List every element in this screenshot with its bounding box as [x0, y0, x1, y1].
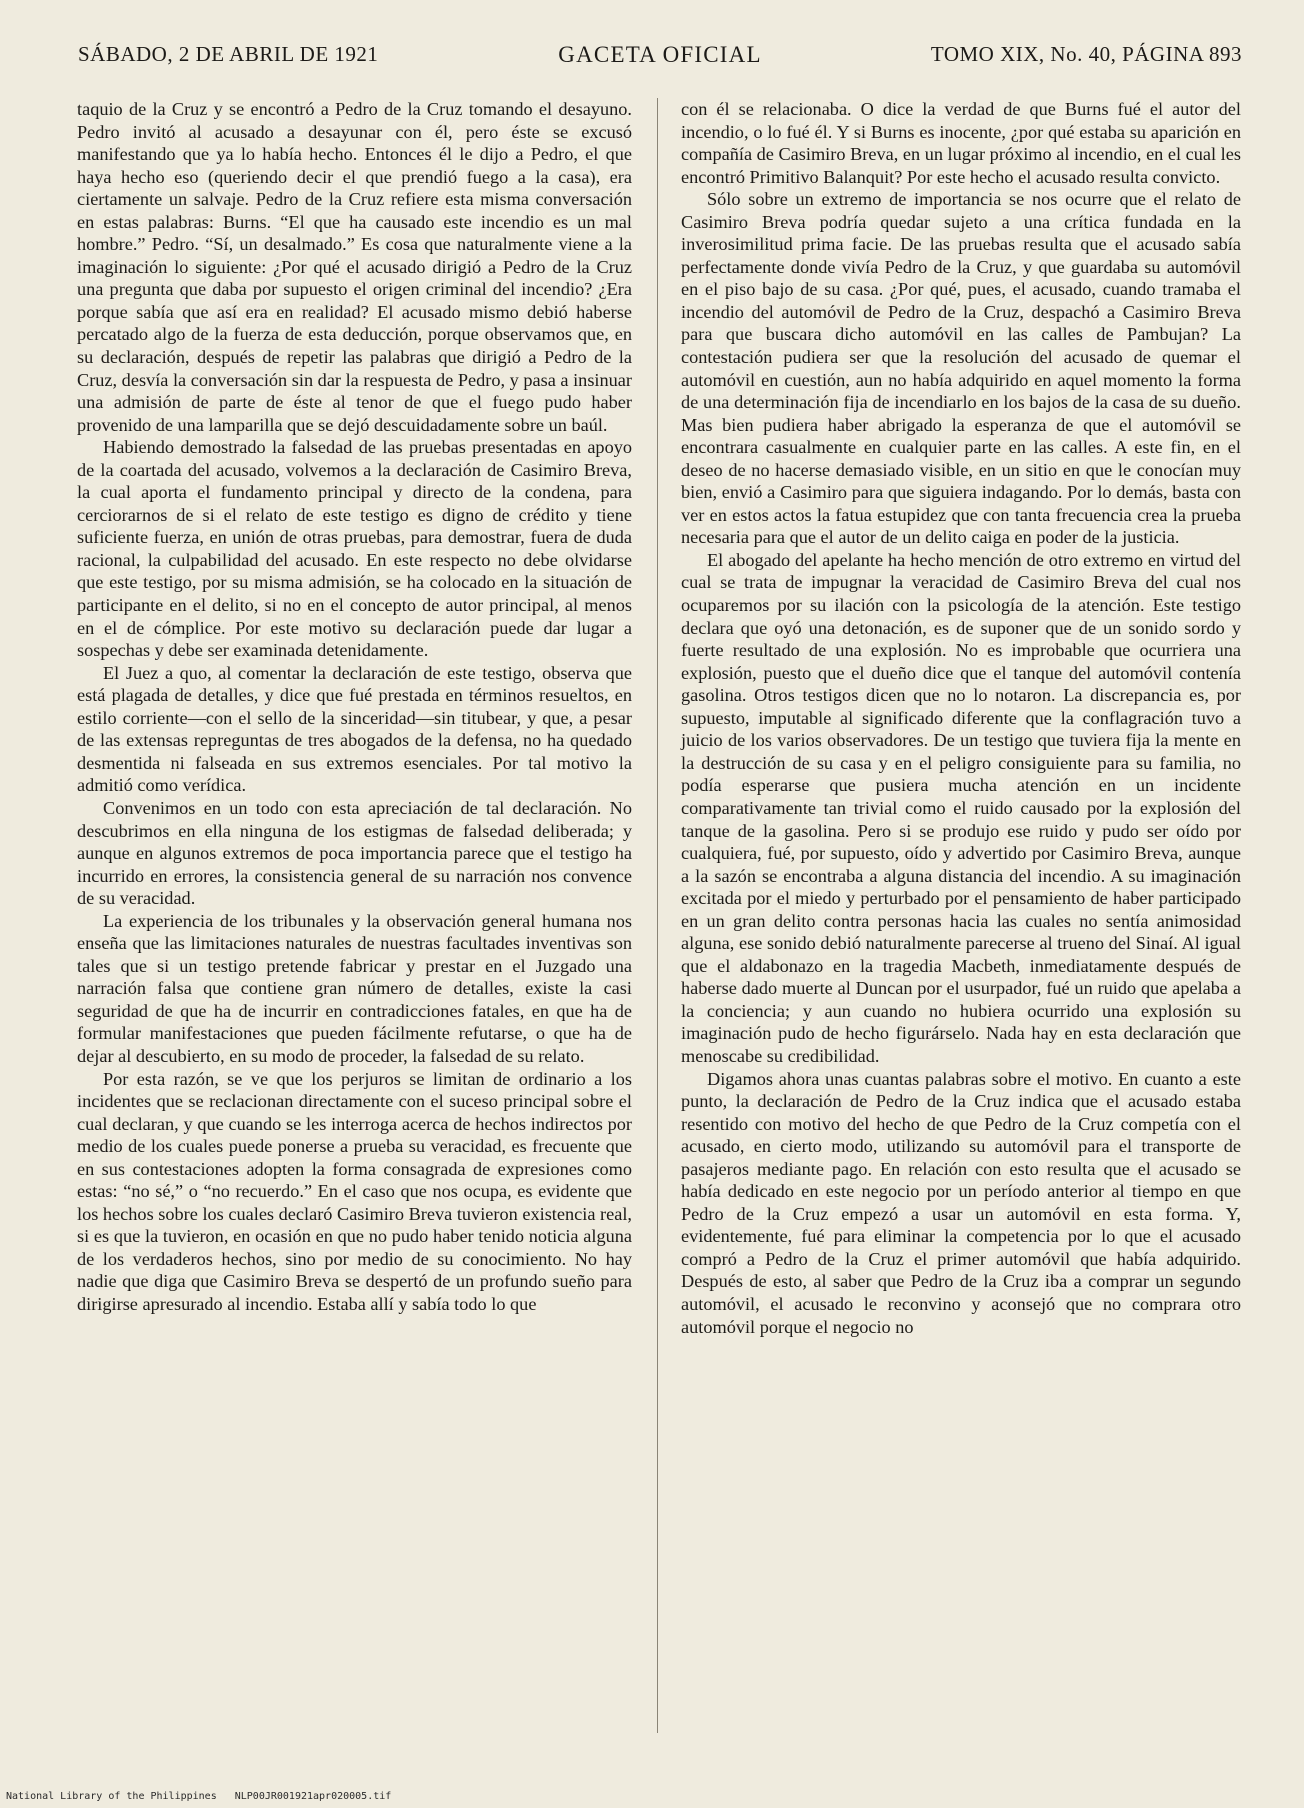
paragraph: con él se relacionaba. O dice la verdad de que Burns fué el autor del incendio, o lo fué él. Y si Burns es inocente, ¿por qué estaba su aparición en compañía de Casimiro Breva, en un lugar próximo al incendio, en el cual les encontró Primitivo Balanquit? Por este hecho el acusado resulta convicto. [681, 99, 1241, 187]
header-date: SÁBADO, 2 DE ABRIL DE 1921 [78, 42, 379, 66]
paragraph: Habiendo demostrado la falsedad de las pruebas presentadas en apoyo de la coartada del acusado, volvemos a la declaración de Casimiro Breva, la cual aporta el fundamento principal y directo de la condena, para cerciorarnos de si el relato de este testigo es digno de crédito y tiene suficiente fuerza, en unión de otras pruebas, para demostrar, fuera de duda racional, la culpabilidad del acusado. En este respecto no debe olvidarse que este testigo, por su misma admisión, se ha colocado en la situación de participante en el delito, si no en el concepto de autor principal, al menos en el de cómplice. Por este motivo su declaración puede dar lugar a sospechas y debe ser examinada detenidamente. [77, 437, 632, 661]
paragraph: Por esta razón, se ve que los perjuros se limitan de ordinario a los incidentes que se reclacionan directamente con el suceso principal sobre el cual declaran, y que cuando se les interroga acerca de hechos indirectos por medio de los cuales puede ponerse a prueba su veracidad, es frecuente que en sus contestaciones adopten la forma consagrada de expresiones como estas: “no sé,” o “no recuerdo.” En el caso que nos ocupa, es evidente que los hechos sobre los cuales declaró Casimiro Breva tuvieron existencia real, si es que la tuvieron, en ocasión en que no pudo haber tenido noticia alguna de los verdaderos hechos, sino por medio de su conocimiento. No hay nadie que diga que Casimiro Breva se despertó de un profundo sueño para dirigirse apresurado al incendio. Estaba allí y sabía todo lo que [77, 1068, 632, 1314]
paragraph: El Juez a quo, al comentar la declaración de este testigo, observa que está plagada de detalles, y dice que fué prestada en términos resueltos, en estilo corriente—con el sello de la sinceridad—sin titubear, y que, a pesar de las extensas repreguntas de tres abogados de la defensa, no ha quedado desmentida ni falseada en sus extremos esenciales. Por tal motivo la admitió como verídica. [77, 662, 632, 796]
paragraph: Digamos ahora unas cuantas palabras sobre el motivo. En cuanto a este punto, la declaración de Pedro de la Cruz indica que el acusado estaba resentido con motivo del hecho de que Pedro de la Cruz competía con el acusado, en cierto modo, utilizando su automóvil para el transporte de pasajeros mediante pago. En relación con esto resulta que el acusado se había dedicado en este negocio por un período anterior al tiempo en que Pedro de la Cruz empezó a usar un automóvil en esta forma. Y, evidentemente, fué para eliminar la competencia por lo que el acusado compró a Pedro de la Cruz el primer automóvil que había adquirido. Después de esto, al saber que Pedro de la Cruz iba a comprar un segundo automóvil, el acusado le reconvino y aconsejó que no comprara otro automóvil porque el negocio no [681, 1068, 1241, 1337]
column-divider [657, 98, 658, 1733]
page-header [78, 42, 1242, 78]
file-name: NLP00JR001921apr020005.tif [234, 1791, 392, 1802]
paragraph: Sólo sobre un extremo de importancia se nos ocurre que el relato de Casimiro Breva podría quedar sujeto a una crítica fundada en la inverosimilitud prima facie. De las pruebas resulta que el acusado sabía perfectamente donde vivía Pedro de la Cruz, y que guardaba su automóvil en el piso bajo de su casa. ¿Por qué, pues, el acusado, cuando tramaba el incendio del automóvil de Pedro de la Cruz, despachó a Casimiro Breva para que buscara dicho automóvil en las calles de Pambujan? La contestación pudiera ser que la resolución del acusado de quemar el automóvil en cuestión, aun no había adquirido en aquel momento la forma de una determinación fija de incendiarlo en los bajos de la casa de su dueño. Mas bien pudiera haber abrigado la esperanza de que el automóvil se encontrara casualmente en cualquier parte en las calles. A este fin, en el deseo de no hacerse demasiado visible, en un sitio en que le conocían muy bien, envió a Casimiro para que siguiera indagando. Por lo demás, basta con ver en estos actos la fatua estupidez que con tanta frecuencia crea la prueba necesaria para que el autor de un delito caiga en poder de la justicia. [681, 189, 1241, 548]
scan-footer [6, 1791, 391, 1802]
publication-title: GACETA OFICIAL [558, 42, 762, 67]
library-credit: National Library of the Philippines [6, 1791, 217, 1802]
header-volume-page: TOMO XIX, No. 40, PÁGINA 893 [930, 42, 1242, 66]
left-column [77, 98, 632, 1316]
paragraph: La experiencia de los tribunales y la observación general humana nos enseña que las limitaciones naturales de nuestras facultades inventivas son tales que si un testigo pretende fabricar y prestar en el Juzgado una narración falsa que contiene gran número de detalles, existe la casi seguridad de que ha de incurrir en contradicciones fatales, en que ha de formular manifestaciones que pueden fácilmente refutarse, o que ha de dejar al descubierto, en su modo de proceder, la falsedad de su relato. [77, 910, 632, 1066]
paragraph: El abogado del apelante ha hecho mención de otro extremo en virtud del cual se trata de impugnar la veracidad de Casimiro Breva del cual nos ocuparemos por su ilación con la psicología de la atención. Este testigo declara que oyó una detonación, es de suponer que de un sonido sordo y fuerte resultado de una explosión. No es improbable que ocurriera una explosión, puesto que el dueño dice que el tanque del automóvil contenía gasolina. Otros testigos dicen que no lo notaron. La discrepancia es, por supuesto, imputable al significado diferente que la conflagración tuvo a juicio de los varios observadores. De un testigo que tuviera fija la mente en la destrucción de su casa y en el peligro consiguiente para su familia, no podía esperarse que pusiera mucha atención en un incidente comparativamente tan trivial como el ruido causado por la explosión del tanque de la gasolina. Pero si se produjo ese ruido y pudo ser oído por cualquiera, fué, por supuesto, oído y advertido por Casimiro Breva, aunque a la sazón se encontraba a alguna distancia del incendio. A su imaginación excitada por el miedo y perturbado por el pensamiento de haber participado en un gran delito contra personas hacia las cuales no sentía animosidad alguna, ese sonido debió naturalmente parecerse al trueno del Sinaí. Al igual que el aldabonazo en la tragedia Macbeth, inmediatamente después de haberse dado muerte al Duncan por el usurpador, fué un ruido que apelaba a la conciencia; y aun cuando no hubiera ocurrido una explosión su imaginación pudo de hecho figurárselo. Nada hay en esta declaración que menoscabe su credibilidad. [681, 549, 1241, 1066]
paragraph: Convenimos en un todo con esta apreciación de tal declaración. No descubrimos en ella ninguna de los estigmas de falsedad deliberada; y aunque en algunos extremos de poca importancia parece que el testigo ha incurrido en errores, la consistencia general de su narración nos convence de su veracidad. [77, 797, 632, 909]
right-column [681, 98, 1241, 1338]
paragraph: taquio de la Cruz y se encontró a Pedro de la Cruz tomando el desayuno. Pedro invitó al acusado a desayunar con él, pero éste se excusó manifestando que ya lo había hecho. Entonces él le dijo a Pedro, el que haya hecho eso (queriendo decir el que prendió fuego a la casa), era ciertamente un salvaje. Pedro de la Cruz refiere esta misma conversación en estas palabras: Burns. “El que ha causado este incendio es un mal hombre.” Pedro. “Sí, un desalmado.” Es cosa que naturalmente viene a la imaginación lo siguiente: ¿Por qué el acusado dirigió a Pedro de la Cruz una pregunta que daba por supuesto el origen criminal del incendio? ¿Era porque sabía que así era en realidad? El acusado mismo debió haberse percatado algo de la fuerza de esta deducción, porque observamos que, en su declaración, después de repetir las palabras que dirigió a Pedro de la Cruz, desvía la conversación sin dar la respuesta de Pedro, y pasa a insinuar una admisión de parte de éste al tenor de que el fuego pudo haber provenido de una lamparilla que se dejó descuidadamente sobre un baúl. [77, 99, 632, 435]
